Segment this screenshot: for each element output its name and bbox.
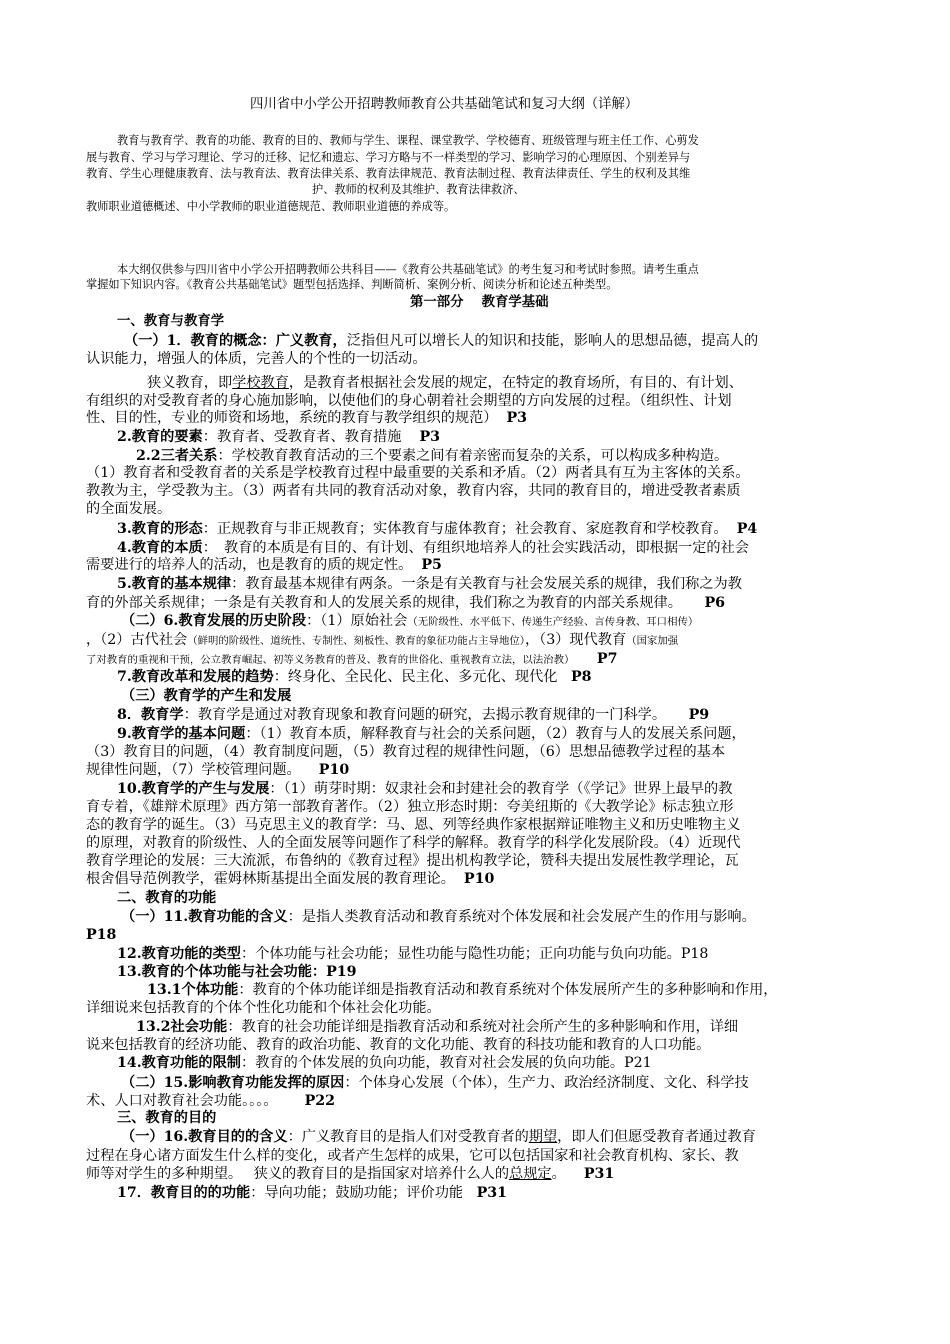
page-ref: P10 [463, 871, 495, 887]
abstract-line: 护、教师的权利及其维护、教育法律救济、 [312, 183, 525, 196]
paragraph-line: 认识能力，增强人的体质，完善人的个性的一切活动。 [86, 351, 427, 367]
paragraph-line: 有组织的对受教育者的身心施加影响，以使他们的身心朝着社会期望的方向发展的过程。（组织性、计划 [86, 393, 732, 409]
text-run: ：教育的个体发展的负向功能，教育对社会发展的负向功能。P21 [241, 1055, 652, 1071]
page-ref: P5 [421, 557, 442, 573]
paragraph-line [117, 430, 440, 444]
paragraph-line: 过程在身心诸方面发生什么样的变化，或者产生怎样的成果，它可以包括国家和社会教育机构、家长、教 [86, 1148, 739, 1164]
paragraph-line [117, 1186, 507, 1200]
page-ref: P18 [86, 927, 117, 943]
paragraph-line [121, 1076, 749, 1090]
term-label: 2.2三者关系 [136, 448, 218, 464]
paragraph-line [86, 872, 494, 886]
text-run: ： 教育的本质是有目的、有计划、有组织地培养人的社会实践活动，即根据一定的社会 [202, 540, 749, 556]
text-run: 根舍倡导范例教学，霍姆林斯基提出全面发展的教育理论。 [86, 871, 455, 887]
page-ref: P31 [583, 1166, 615, 1182]
paragraph-line [147, 983, 777, 997]
text-run: ：教育者、受教育者、教育措施 [202, 429, 402, 445]
abstract-line: 教育、学生心理健康教育、法与教育法、教育法律关系、教育法律规范、教育法制过程、教育法律责任、学生的权利及其维 [86, 167, 691, 180]
page-ref: P7 [596, 651, 618, 667]
text-run: 。 [551, 1166, 566, 1182]
term-label: 3.教育的形态 [117, 521, 203, 537]
paragraph-line [86, 763, 349, 777]
paragraph-line: 详细说来包括教育的个体个性化功能和个体社会化功能。 [86, 1000, 441, 1016]
abstract-line: 教育与教育学、教育的功能、教育的目的、教师与学生、课程、课堂教学、学校德育、班级管理与班主任工作、心剪发 [117, 134, 699, 147]
paragraph-line [117, 522, 757, 536]
paragraph-line: （3）教育目的问题，（4）教育制度问题，（5）教育过程的规律性问题，（6）思想品德教学过程的基本 [86, 744, 726, 760]
paragraph-line: 态的教育学的诞生。（3）马克思主义的教育学：马、恩、列等经典作家根据辩证唯物主义和历史唯物主义 [86, 817, 741, 833]
paragraph-line: 的原理，对教育的阶级性、人的全面发展等问题作了科学的解释。教育学的科学化发展阶段。（4）近现代 [86, 835, 741, 851]
paragraph-line [121, 614, 698, 628]
term-label: 13.2社会功能 [136, 1019, 228, 1035]
term-label: （一）16.教育目的的含义 [121, 1129, 288, 1145]
paragraph-line [86, 1167, 614, 1181]
paragraph-line [117, 541, 749, 555]
term-label: 9.教育学的基本问题 [117, 726, 246, 742]
paragraph-line: 13.教育的个体功能与社会功能：P19 [117, 964, 357, 980]
paragraph-line [117, 782, 732, 796]
text-run: 狭义教育，即 [147, 375, 233, 391]
term-label: 12.教育功能的类型 [117, 946, 241, 962]
term-label: （二）6.教育发展的历史阶段 [121, 613, 307, 629]
paragraph-line [86, 1094, 335, 1108]
text-run: 师等对学生的多种期望。 狭义的教育目的是指国家对培养什么人的 [86, 1166, 510, 1182]
paragraph-line [124, 334, 758, 348]
text-run: 术、人口对教育社会功能。。。。 [86, 1093, 278, 1109]
page-ref: P4 [736, 521, 758, 537]
abstract-line: 展与教育、学习与学习理论、学习的迁移、记忆和遗忘、学习方略与不一样类型的学习、影响学习的心理原因、个别差异与 [86, 151, 691, 164]
text-run: ：教育最基本规律有两条。一条是有关教育与社会发展关系的规律，我们称之为教 [231, 576, 742, 592]
small-note: 了对教育的重视和干预，公立教育崛起、初等义务教育的普及、教育的世俗化、重视教育立法，以法治教） [86, 654, 575, 666]
paragraph-line: 教育学理论的发展：三大流派，布鲁纳的《教育过程》提出机构教学论，赞科夫提出发展性教学理论，瓦 [86, 853, 739, 869]
paragraph-line [86, 633, 678, 647]
text-run: ：导向功能；鼓励功能；评价功能 [250, 1185, 464, 1201]
term-label: 17．教育目的的功能 [117, 1185, 251, 1201]
paragraph-line: 的全面发展。 [86, 501, 172, 517]
part-title: 第一部分 教育学基础 [410, 294, 549, 310]
term-label: 10.教育学的产生与发展 [117, 781, 270, 797]
paragraph-line [121, 910, 756, 924]
page-ref: P31 [476, 1185, 508, 1201]
term-label: 5.教育的基本规律 [117, 576, 232, 592]
paragraph-line [117, 670, 592, 684]
text-run: ：（1）萌芽时期：奴隶社会和封建社会的教育学（《学记》世界上最早的教 [269, 781, 733, 797]
paragraph-line [117, 708, 709, 722]
text-run: ，即人们但愿受教育者通过教育 [557, 1129, 756, 1145]
page-ref: P8 [570, 669, 592, 685]
small-note: （无阶级性、水平低下、传递生产经验、言传身教、耳口相传） [407, 616, 699, 628]
text-run: 育的外部关系规律；一条是有关教育和人的发展关系的规律，我们称之为教育的内部关系规律。 [86, 595, 682, 611]
section-heading: 一、教育与教育学 [117, 313, 225, 329]
paragraph-line [136, 449, 728, 463]
term-label: 14.教育功能的限制 [117, 1055, 241, 1071]
paragraph-line [117, 577, 742, 591]
text-run: ：正规教育与非正规教育；实体教育与虚体教育；社会教育、家庭教育和学校教育。 [202, 521, 728, 537]
underlined-term: 总规定 [509, 1166, 552, 1182]
paragraph-line [147, 376, 743, 390]
text-run: ：（1）原始社会 [306, 613, 408, 629]
paragraph-line [117, 1056, 652, 1070]
text-run: ：（1）教育本质，解释教育与社会的关系问题，（2）教育与人的发展关系问题， [245, 726, 746, 742]
underlined-term: 期望 [528, 1129, 558, 1145]
paragraph-line [121, 1130, 756, 1144]
paragraph-line: 教教为主，学受教为主。（3）两者有共同的教育活动对象，教育内容，共同的教育目的，增进受教者素质 [86, 483, 741, 499]
paragraph-line: （1）教育者和受教育者的关系是学校教育过程中最重要的关系和矛盾。（2）两者具有互为主客体的关系。 [86, 465, 750, 481]
paragraph-line [117, 947, 708, 961]
page-ref: P9 [688, 707, 710, 723]
text-run: ：学校教育教育活动的三个要素之间有着亲密而复杂的关系，可以构成多种构造。 [217, 448, 729, 464]
page-ref: P3 [419, 429, 440, 445]
text-run: ：教育学是通过对教育现象和教育问题的研究，去揭示教育规律的一门科学。 [183, 707, 667, 723]
page-ref: P22 [304, 1093, 335, 1109]
term-label: 4.教育的本质 [117, 540, 203, 556]
term-label: 13.1个体功能 [147, 982, 239, 998]
text-run: 需要进行的培养人的活动，也是教育的质的规定性。 [86, 557, 413, 573]
term-label: （二）15.影响教育功能发挥的原因 [121, 1075, 345, 1091]
small-note: （鲜明的阶级性、道统性、专制性、刻板性、教育的象征功能占主导地位） [187, 635, 525, 647]
intro-line: 掌握如下知识内容。《教育公共基础笔试》题型包括选择、判断简析、案例分析、阅读分析和论述五种类型。 [86, 278, 618, 291]
text-run: ：教育的个体功能详细是指教育活动和教育系统对个体发展所产生的多种影响和作用， [238, 982, 778, 998]
paragraph-line: 育专着，《雄辩术原理》西方第一部教育著作。（2）独立形态时期：夸美纽斯的《大教学论》标志独立形 [86, 799, 734, 815]
intro-line: 本大纲仅供参与四川省中小学公开招聘教师公共科目——《教育公共基础笔试》的考生复习和考试时参照。请考生重点 [117, 263, 699, 276]
section-heading: 二、教育的功能 [117, 890, 217, 906]
page-ref: P3 [506, 410, 528, 426]
term-label: （一）1．教育的概念：广义教育， [124, 333, 347, 349]
text-run: ，是教育者根据社会发展的规定，在特定的教育场所，有目的、有计划、 [288, 375, 743, 391]
text-run: ：教育的社会功能详细是指教育活动和系统对社会所产生的多种影响和作用，详细 [227, 1019, 739, 1035]
text-run: 性、目的性，专业的师资和场地，系统的教育与教学组织的规范） [86, 410, 498, 426]
term-label: （一）11.教育功能的含义 [121, 909, 288, 925]
text-run: 规律性问题，（7）学校管理问题。 [86, 762, 301, 778]
paragraph-line [86, 652, 617, 666]
page-ref: P10 [318, 762, 350, 778]
paragraph-line [86, 411, 527, 425]
underlined-term: 学校教育 [232, 375, 289, 391]
text-run: ，（3）现代教育 [524, 632, 627, 648]
paragraph-line: 说来包括教育的经济功能、教育的政治功能、教育的文化功能、教育的科技功能和教育的人口功能。 [86, 1037, 711, 1053]
paragraph-line [86, 596, 725, 610]
term-label: 8．教育学 [117, 707, 184, 723]
paragraph-line [136, 1020, 738, 1034]
document-title: 四川省中小学公开招聘教师教育公共基础笔试和复习大纲（详解） [250, 97, 639, 112]
text-run: ：个体身心发展（个体），生产力、政治经济制度、文化、科学技 [344, 1075, 749, 1091]
text-run: ：是指人类教育活动和教育系统对个体发展和社会发展产生的作用与影响。 [287, 909, 756, 925]
subsection-heading: （三）教育学的产生和发展 [121, 688, 292, 704]
small-note: （国家加强 [626, 635, 679, 647]
section-heading: 三、教育的目的 [117, 1110, 217, 1126]
abstract-line: 教师职业道德概述、中小学教师的职业道德规范、教师职业道德的养成等。 [86, 200, 456, 213]
text-run: ：终身化、全民化、民主化、多元化、现代化 [273, 669, 558, 685]
text-run: 泛指但凡可以增长人的知识和技能，影响人的思想品德，提高人的 [346, 333, 759, 349]
term-label: 2.教育的要素 [117, 429, 203, 445]
paragraph-line [117, 727, 746, 741]
text-run: ：个体功能与社会功能；显性功能与隐性功能；正向功能与负向功能。P18 [241, 946, 709, 962]
paragraph-line [86, 558, 442, 572]
text-run: ：广义教育目的是指人们对受教育者的 [287, 1129, 529, 1145]
term-label: 7.教育改革和发展的趋势 [117, 669, 274, 685]
page-ref: P6 [704, 595, 725, 611]
text-run: ，（2）古代社会 [86, 632, 188, 648]
